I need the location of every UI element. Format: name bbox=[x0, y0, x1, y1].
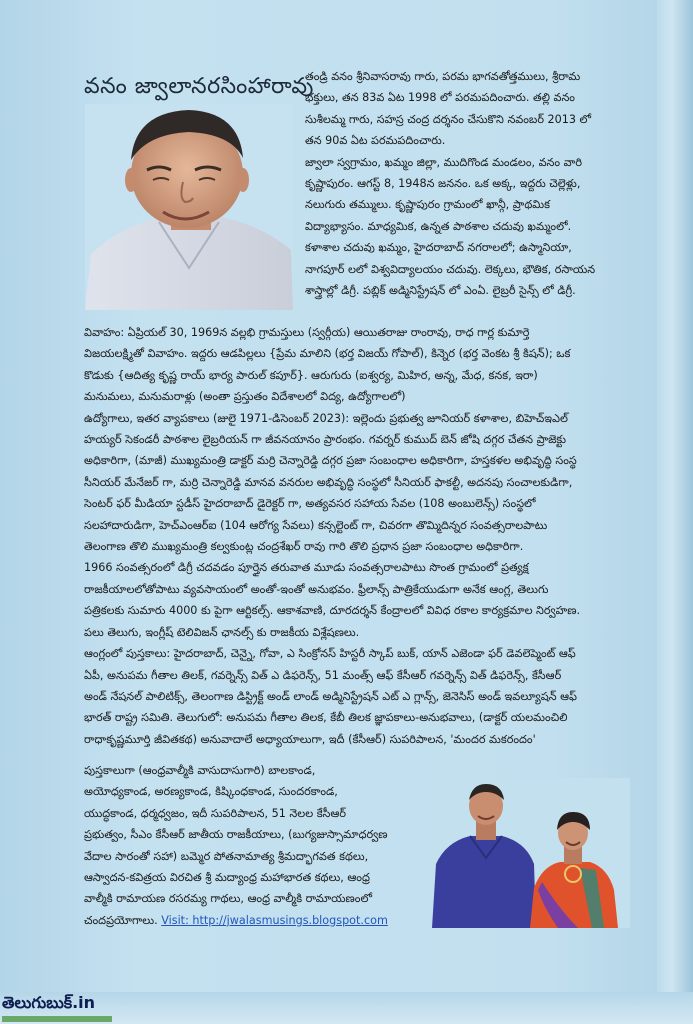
text-line: జ్వాలా స్వగ్రామం, ఖమ్మం జిల్లా, ముదిగొండ మండలం, వనం వారి bbox=[305, 155, 582, 169]
text-line: సెంటర్ ఫర్ మీడియా స్టడీస్ హైదరాబాద్ డైరెక్టర్ గా, అత్యవసర సహాయ సేవల (108 అంబులెన్స్) సంస్థలో bbox=[84, 497, 536, 511]
text-line: వివాహం: ఏప్రియల్ 30, 1969న వల్లభి గ్రామస్తులు (స్వర్గీయ) ఆయితరాజు రాంరావు, రాధ గార్ల కుమార్తె bbox=[84, 326, 530, 339]
text-line: రాధాకృష్ణమూర్తి జీవితకథ) అనువాదాలే అధ్యాయాలుగా, ఇదీ (కేసీఆర్) సుపరిపాలన, 'మందర మకరందం' bbox=[84, 732, 536, 746]
text-line: కళాశాల చదువు ఖమ్మం, హైదరాబాద్ నగరాలలో; ఉస్మానియా, bbox=[305, 241, 572, 255]
text-line: తండ్రి వనం శ్రీనివాసరావు గారు, పరమ భాగవతోత్తములు, శ్రీరామ bbox=[305, 70, 581, 83]
bio-right-column bbox=[305, 66, 625, 301]
text-line: వేదాల సారంతో సహా) బమ్మెర పోతనామాత్య శ్రీమద్భాగవత కథలు, bbox=[84, 849, 369, 863]
text-line: మనుమలు, మనుమరాళ్లు (అంతా ప్రస్తుతం విదేశాలలో విద్య, ఉద్యోగాలలో) bbox=[84, 390, 406, 404]
last-line-prefix: చందప్రయోగాలు. bbox=[84, 913, 162, 927]
book-spine-edge bbox=[657, 0, 693, 1024]
text-line: యుద్ధకాండ, ధర్మధ్వజం, ఇదీ సుపరిపాలన, 51 నెలల కేసీఆర్ bbox=[84, 806, 346, 820]
bio-full-width-text bbox=[84, 322, 640, 750]
site-logo-underline bbox=[2, 1016, 112, 1022]
text-line: కొడుకు {ఆదిత్య కృష్ణ రాయ్ భార్య పారుల్ కపూర్}. ఆరుగురు (ఐశ్వర్య, మిహిర, అన్న, మేధ, కనక, ఇరా) bbox=[84, 368, 538, 382]
last-text-line bbox=[84, 910, 424, 931]
text-line: సలహాదారుడిగా, హెచ్ఎంఆర్ఐ (104 ఆరోగ్య సేవలు) కన్సల్టెంట్ గా, చివరగా తొమ్మిదిన్నర సంవత్సరాలపాటు bbox=[84, 518, 548, 532]
text-line: కృష్ణాపురం. ఆగస్ట్ 8, 1948న జననం. ఒక అక్క, ఇద్దరు చెల్లెళ్లు, bbox=[305, 177, 581, 191]
text-line: ఉద్యోగాలు, ఇతర వ్యాపకాలు (జులై 1971-డిసెంబర్ 2023): ఇల్లెందు ప్రభుత్వ జూనియర్ కళాశాల, బిహెచ్ఇఎల్ bbox=[84, 411, 568, 425]
text-line: రాజకీయాలలోతోపాటు వ్యవసాయంలో అంతో-ఇంతో అనుభవం. ఫ్రీలాన్స్ పాత్రికేయుడుగా అనేక ఆంగ్ల, తెలుగు bbox=[84, 582, 549, 596]
text-line: శాస్త్రాల్లో డిగ్రీ. పబ్లిక్ అడ్మినిస్ట్రేషన్ లో ఎంఏ. లైబ్రరీ సైన్స్ లో డిగ్రీ. bbox=[305, 284, 576, 298]
author-couple-photo bbox=[430, 778, 630, 928]
bio-bottom-column bbox=[84, 760, 424, 931]
blog-link[interactable]: Visit: http://jwalasmusings.blogspot.com bbox=[161, 913, 388, 927]
text-line: భారత్ రాష్ట్ర సమితి. తెలుగులో: అనుపమ గీతాల తిలక, కేబీ తిలక జ్ఞాపకాలు-అనుభవాలు, (డాక్టర్ యలమంచిలి bbox=[84, 711, 568, 725]
text-line: అండ్ నేషనల్ పాలిటిక్స్, తెలంగాణ డిస్ట్రిక్ట్ అండ్ లాండ్ అడ్మినిస్ట్రేషన్ ఎట్ ఎ గ్లాన్స్, జెనెసిస్ అండ్ ఇవల్యూషన్ ఆఫ్ bbox=[84, 689, 577, 703]
text-line: 1966 సంవత్సరంలో డిగ్రీ చదవడం పూర్తైన తరువాత మూడు సంవత్సరాలపాటు సొంత గ్రామంలో ప్రత్యక్ష bbox=[84, 561, 529, 575]
text-line: నలుగురు తమ్ములు. కృష్ణాపురం గ్రామంలో ఖాన్గీ, ప్రాథమిక bbox=[305, 198, 550, 212]
text-line: పుస్తకాలుగా (ఆంధ్రవాల్మీకి వాసుదాసుగారి) బాలకాండ, bbox=[84, 764, 316, 777]
text-line: అధికారిగా, (మాజీ) ముఖ్యమంత్రి డాక్టర్ మర్రి చెన్నారెడ్డి దగ్గర ప్రజా సంబంధాల అధికారిగా, హస్తకళల అభివృద్ధి సంస్థ bbox=[84, 454, 577, 468]
text-line: విద్యాభ్యాసం. మాధ్యమిక, ఉన్నత పాఠశాల చదువు ఖమ్మంలో. bbox=[305, 219, 572, 233]
text-line: సీనియర్ మేనేజర్ గా, మర్రి చెన్నారెడ్డి మానవ వనరుల అభివృద్ధి సంస్థలో సీనియర్ ఫాకల్టీ, అదనపు సంచాలకుడిగా, bbox=[84, 475, 573, 489]
text-line: సుశీలమ్మ గారు, సహస్ర చంద్ర దర్శనం చేసుకొని నవంబర్ 2013 లో bbox=[305, 112, 592, 126]
text-line: అయోధ్యకాండ, అరణ్యకాండ, కిష్కింధకాండ, సుందరకాండ, bbox=[84, 785, 338, 799]
text-line: హయ్యర్ సెకండరీ పాఠశాల లైబ్రరియన్ గా జీవనయానం ప్రారంభం. గవర్నర్ కుముద్ బెన్ జోషి దగ్గర చేతన ప్రాజెక్టు bbox=[84, 433, 567, 447]
site-logo-text[interactable]: తెలుగుబుక్.in bbox=[2, 993, 96, 1012]
text-line: పత్రికలకు సుమారు 4000 కు పైగా ఆర్టికల్స్. ఆకాశవాణి, దూరదర్శన్ కేంద్రాలలో వివిధ రకాల కార్యక్రమాల నిర్వహణ. bbox=[84, 604, 581, 618]
text-line: తన 90వ ఏట పరమపదించారు. bbox=[305, 134, 446, 148]
text-line: పలు తెలుగు, ఇంగ్లీష్ టెలివిజన్ ఛానల్స్ కు రాజకీయ విశ్లేషణలు. bbox=[84, 625, 360, 639]
text-line: ఆస్వాదన-కవిత్రయ విరచిత శ్రీ మద్యాంధ్ర మహాభారత కథలు, ఆంధ్ర bbox=[84, 871, 370, 885]
text-line: భక్తులు, తన 83వ ఏట 1998 లో పరమపదించారు. తల్లి వనం bbox=[305, 91, 575, 105]
text-line: నాగపూర్ లలో విశ్వవిద్యాలయం చదువు. లెక్కలు, భౌతిక, రసాయన bbox=[305, 262, 596, 276]
author-name-heading: వనం జ్వాలానరసింహారావు bbox=[84, 74, 314, 99]
text-line: వాల్మీకి రామాయణ రసరమ్య గాథలు, ఆంధ్ర వాల్మీకి రామాయణంలో bbox=[84, 892, 372, 906]
text-line: ఆంగ్లంలో పుస్తకాలు: హైదరాబాద్, చెన్నై, గోవా, ఎ సింక్రోనస్ హిస్టరీ స్కాప్ బుక్, యాన్ ఎజెండా ఫర్ డెవలెప్మెంట్ ఆఫ్ bbox=[84, 647, 576, 661]
text-line: ఏపీ, అనుపమ గీతాల తిలక్, గవర్నెన్స్ విత్ ఎ డిఫరెన్స్, 51 మంత్స్ ఆఫ్ కేసీఆర్ గవర్నెన్స్ విత్ డిఫరెన్స్, కేసీఆర్ bbox=[84, 668, 562, 682]
text-line: తెలంగాణ తొలి ముఖ్యమంత్రి కల్వకుంట్ల చంద్రశేఖర్ రావు గారి తొలి ప్రధాన ప్రజా సంబంధాల అధికారిగా. bbox=[84, 540, 524, 554]
author-portrait bbox=[85, 104, 293, 310]
text-line: విజయలక్ష్మితో వివాహం. ఇద్దరు ఆడపిల్లలు {ప్రేమ మాలిని (భర్త విజయ్ గోపాల్), కిన్నెర (భర్త వెంకట శ్రీ కిషన్); ఒక bbox=[84, 347, 571, 361]
text-line: ప్రభుత్వం, సీఎం కేసీఆర్ జాతీయ రాజకీయాలు, (బుగ్యజుస్సామాధర్వణ bbox=[84, 828, 388, 842]
